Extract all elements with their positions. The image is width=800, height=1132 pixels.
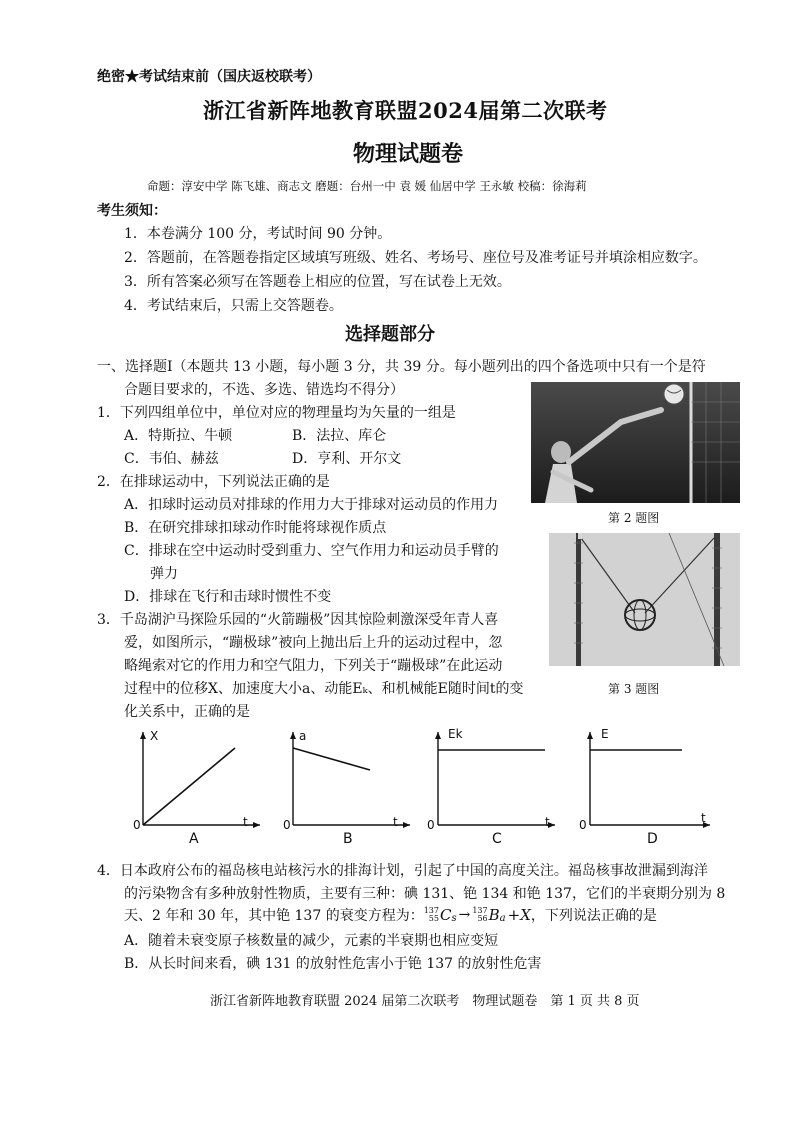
graph-b-origin: 0	[283, 818, 291, 832]
notice-item: 1．本卷满分 100 分，考试时间 90 分钟。	[124, 226, 392, 242]
fig-2-caption: 第 2 题图	[608, 511, 660, 525]
q3-graphs	[125, 725, 725, 850]
section-intro-cont: 合题目要求的，不选、多选、错选均不得分）	[124, 382, 404, 398]
graph-c-origin: 0	[427, 818, 435, 832]
question-4-equation-line	[124, 905, 657, 925]
graph-a-ylabel: X	[150, 729, 159, 743]
q1-option-d: D．亨利、开尔文	[292, 451, 402, 467]
cs-mass-number: 137	[423, 906, 439, 915]
question-3-stem-cont: 爱，如图所示，“蹦极球”被向上抛出后上升的运动过程中，忽	[124, 635, 503, 651]
graph-d-ylabel: E	[601, 727, 609, 741]
q2-option-a: A．扣球时运动员对排球的作用力大于排球对运动员的作用力	[124, 497, 499, 513]
ba-atomic-number: 56	[477, 914, 488, 923]
notice-item: 4．考试结束后，只需上交答题卷。	[124, 298, 343, 314]
graph-c-ylabel: Ek	[448, 727, 463, 741]
cs-symbol-sub: s	[451, 912, 457, 924]
notice-item: 3．所有答案必须写在答题卷上相应的位置，写在试卷上无效。	[124, 274, 511, 290]
graph-a-origin: 0	[133, 818, 141, 832]
cs-atomic-number: 55	[428, 914, 439, 923]
q2-option-d: D．排球在飞行和击球时惯性不变	[124, 589, 332, 605]
q1-option-a: A．特斯拉、牛顿	[124, 428, 233, 444]
graph-c-xlabel: t	[545, 815, 550, 829]
cs-symbol: C	[439, 906, 452, 924]
graph-d-option: D	[647, 831, 658, 847]
question-3-stem-cont: 化关系中，正确的是	[124, 704, 250, 720]
notice-heading: 考生须知：	[97, 203, 167, 219]
question-4-stem-cont: 的污染物含有多种放射性物质，主要有三种：碘 131、铯 134 和铯 137，它们的半衰期分别为 8	[124, 886, 726, 902]
q1-option-b: B．法拉、库仑	[292, 428, 387, 444]
graph-b-xlabel: t	[393, 815, 398, 829]
fig-3-caption: 第 3 题图	[608, 682, 660, 696]
paper-subtitle: 物理试题卷	[353, 141, 464, 167]
graph-d-origin: 0	[579, 818, 587, 832]
graph-b-option: B	[343, 831, 353, 847]
confidential-tag: 绝密★考试结束前（国庆返校联考）	[97, 69, 321, 85]
q4-option-a: A．随着未衰变原子核数量的减少，元素的半衰期也相应变短	[124, 933, 499, 949]
graph-c-axes	[430, 730, 560, 835]
rocket-bungee-photo	[549, 533, 740, 666]
ba-symbol: B	[488, 906, 500, 924]
graph-a-curve	[143, 748, 235, 825]
credits-line: 命题：淳安中学 陈飞雄、商志文 磨题：台州一中 袁 媛 仙居中学 王永敏 校稿：徐海莉	[147, 179, 587, 193]
question-3-stem: 3．千岛湖沪马探险乐园的“火箭蹦极”因其惊险刺激深受年青人喜	[97, 612, 499, 628]
exam-title: 浙江省新阵地教育联盟2024届第二次联考	[203, 98, 608, 123]
decay-arrow: →	[458, 907, 471, 923]
section-title: 选择题部分	[345, 324, 435, 345]
ba-mass-number: 137	[472, 906, 488, 915]
q4-option-b: B．从长时间来看，碘 131 的放射性危害小于铯 137 的放射性危害	[124, 956, 542, 972]
q2-option-b: B．在研究排球扣球动作时能将球视作质点	[124, 520, 387, 536]
q4-line3-pre: 天、2 年和 30 年，其中铯 137 的衰变方程为：	[124, 908, 424, 924]
notice-item: 2．答题前，在答题卷指定区域填写班级、姓名、考场号、座位号及准考证号并填涂相应数字。	[124, 250, 707, 266]
graph-d-axes	[582, 730, 717, 835]
question-3-stem-cont: 过程中的位移X、加速度大小a、动能Eₖ、和机械能E随时间t的变	[124, 681, 524, 697]
q4-line3-post: ，下列说法正确的是	[530, 908, 657, 924]
graph-a-xlabel: t	[243, 815, 248, 829]
ba-nuclide-numbers	[472, 907, 487, 923]
cs-nuclide-numbers	[424, 907, 439, 923]
question-3-stem-cont: 略绳索对它的作用力和空气阻力，下列关于“蹦极球”在此运动	[124, 658, 503, 674]
q1-option-c: C．韦伯、赫兹	[124, 451, 219, 467]
volleyball-photo	[531, 382, 740, 503]
ba-symbol-sub: a	[499, 912, 506, 924]
question-1-stem: 1．下列四组单位中，单位对应的物理量均为矢量的一组是	[97, 405, 456, 421]
question-2-stem: 2．在排球运动中，下列说法正确的是	[97, 474, 330, 490]
graph-c-option: C	[492, 831, 502, 847]
section-intro: 一、选择题Ⅰ（本题共 13 小题，每小题 3 分，共 39 分。每小题列出的四个备选项中只有一个是符	[97, 359, 706, 375]
graph-b-ylabel: a	[299, 729, 307, 743]
q2-option-c-cont: 弹力	[150, 566, 178, 582]
graph-a-option: A	[189, 831, 199, 847]
question-4-stem: 4．日本政府公布的福岛核电站核污水的排海计划，引起了中国的高度关注。福岛核事故泄漏到海洋	[97, 863, 708, 879]
q2-option-c: C．排球在空中运动时受到重力、空气作用力和运动员手臂的	[124, 543, 499, 559]
decay-product-x: +X	[507, 906, 531, 924]
graph-d-xlabel: t	[701, 811, 706, 825]
graph-b-curve	[293, 748, 370, 770]
page-footer: 浙江省新阵地教育联盟 2024 届第二次联考 物理试题卷 第 1 页 共 8 页	[210, 994, 640, 1009]
